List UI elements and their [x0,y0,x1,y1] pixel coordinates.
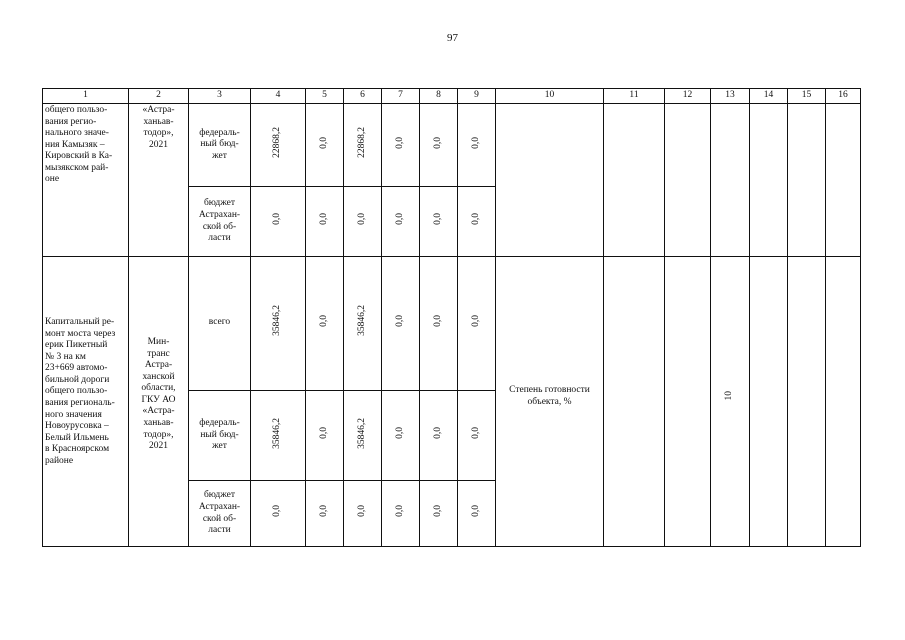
value-cell [306,187,344,257]
column-header: 16 [826,89,861,104]
value-cell [420,481,458,547]
value-cell [306,481,344,547]
value-text: 0,0 [318,315,329,327]
value-text: 22868,2 [356,127,367,159]
funding-source-cell: бюджет Астрахан- ской об- ласти [189,481,251,547]
column-header: 4 [251,89,306,104]
empty-cell [665,257,711,547]
empty-cell [826,104,861,257]
value-text: 0,0 [470,213,481,226]
value-text: 0,0 [470,315,481,327]
value-text: 0,0 [470,505,481,518]
value-cell [458,187,496,257]
value-text: 0,0 [272,505,283,518]
value-cell [251,391,306,481]
column-header: 12 [665,89,711,104]
value-text: 35846,2 [356,305,367,336]
value-text: 0,0 [318,427,329,440]
value-text: 0,0 [432,315,443,327]
value-text: 0,0 [272,213,283,226]
empty-cell [788,104,826,257]
value-cell [458,481,496,547]
empty-cell [750,257,788,547]
column-header: 1 [43,89,129,104]
header-row [43,89,861,104]
executor-cell: Мин- транс Астра- ханской области, ГКУ АО «Астра- ханьав- тодор», 2021 [129,257,189,547]
value-text: 0,0 [318,213,329,226]
value-text: 0,0 [470,136,481,149]
column-header: 8 [420,89,458,104]
column-header: 14 [750,89,788,104]
value-text: 0,0 [432,136,443,149]
column-header: 2 [129,89,189,104]
value-cell [458,104,496,187]
funding-source-cell: всего [189,257,251,391]
value-text: 0,0 [356,505,367,518]
value-text: 0,0 [318,505,329,518]
value-text: 0,0 [394,213,405,226]
column-header: 9 [458,89,496,104]
value-text: 35846,2 [272,417,283,449]
value-cell [306,391,344,481]
value-cell [382,257,420,391]
funding-source-cell: федераль- ный бюд- жет [189,104,251,187]
empty-cell [826,257,861,547]
value-cell [306,104,344,187]
value-cell [458,257,496,391]
value-cell [382,104,420,187]
object-name-cell: общего пользо- вания регио- нального значе- ния Камызяк – Кировский в Ка- мызякском рай- оне [43,104,129,257]
value-text: 0,0 [356,213,367,226]
empty-cell [604,104,665,257]
table-row [43,104,861,187]
value-cell [344,187,382,257]
column-header: 6 [344,89,382,104]
value-text: 0,0 [394,427,405,440]
indicator-cell [496,104,604,257]
value-cell [251,104,306,187]
value-cell [344,481,382,547]
empty-cell [604,257,665,547]
value-cell [306,257,344,391]
page-number: 97 [447,32,458,44]
value-cell [420,391,458,481]
value-cell [420,104,458,187]
value-text: 35846,2 [272,305,283,336]
value-cell [382,481,420,547]
value-cell [420,187,458,257]
value-cell [711,257,750,547]
value-text: 0,0 [470,427,481,440]
column-header: 11 [604,89,665,104]
value-cell [382,391,420,481]
value-text: 10 [724,391,735,401]
column-header: 5 [306,89,344,104]
column-header: 7 [382,89,420,104]
funding-source-cell: бюджет Астрахан- ской об- ласти [189,187,251,257]
object-name-cell: Капитальный ре- монт моста через ерик Пикетный № 3 на км 23+669 автомо- бильной дороги общего пользо- вания региональ- ного значения Новоурусовка – Белый Ильмень в Красноярском районе [43,257,129,547]
value-text: 35846,2 [356,417,367,449]
empty-cell [711,104,750,257]
value-cell [344,257,382,391]
column-header: 10 [496,89,604,104]
value-cell [251,257,306,391]
column-header: 15 [788,89,826,104]
value-cell [382,187,420,257]
value-cell [420,257,458,391]
value-cell [458,391,496,481]
value-cell [344,391,382,481]
budget-table [42,88,861,547]
value-text: 0,0 [318,136,329,149]
table-row [43,257,861,391]
value-cell [251,481,306,547]
value-text: 0,0 [394,136,405,149]
empty-cell [750,104,788,257]
value-text: 0,0 [394,315,405,327]
value-text: 0,0 [432,213,443,226]
value-text: 0,0 [432,427,443,440]
value-cell [344,104,382,187]
funding-source-cell: федераль- ный бюд- жет [189,391,251,481]
value-text: 22868,2 [272,127,283,159]
column-header: 3 [189,89,251,104]
column-header: 13 [711,89,750,104]
empty-cell [788,257,826,547]
value-text: 0,0 [394,505,405,518]
value-cell [251,187,306,257]
executor-cell: «Астра- ханьав- тодор», 2021 [129,104,189,257]
value-text: 0,0 [432,505,443,518]
empty-cell [665,104,711,257]
indicator-cell: Степень готовности объекта, % [496,257,604,547]
